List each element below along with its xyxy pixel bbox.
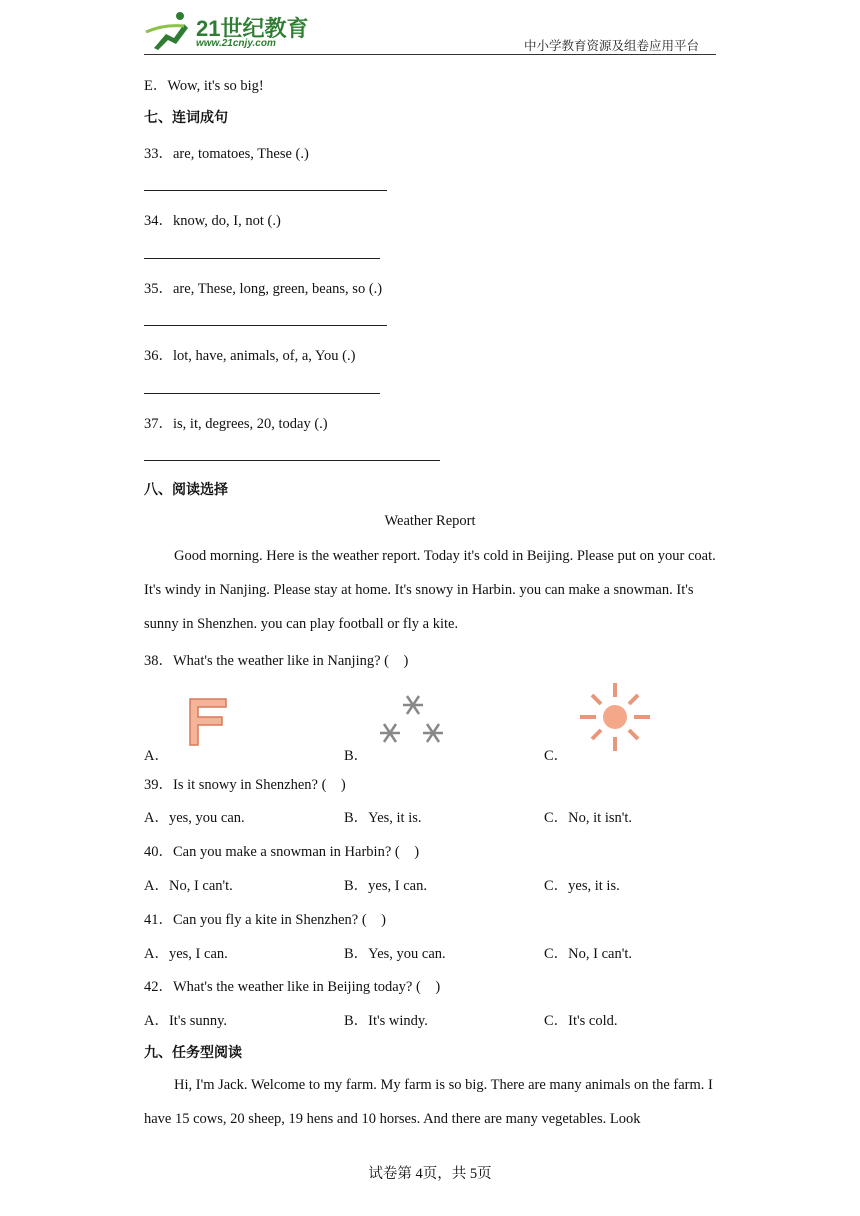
q42-option-b[interactable]: B．It's windy.	[344, 1013, 428, 1029]
question-41: 41．Can you fly a kite in Shenzhen? ( )	[144, 912, 387, 928]
site-logo	[144, 8, 324, 52]
option-e: E．Wow, it's so big!	[144, 78, 264, 94]
q38-option-c-label: C．	[544, 748, 569, 764]
q41-option-c[interactable]: C．No, I can't.	[544, 946, 632, 962]
passage-title: Weather Report	[384, 513, 476, 529]
q38-option-b-label: B．	[344, 748, 369, 764]
q40-option-c[interactable]: C．yes, it is.	[544, 878, 620, 894]
logo-text: 21世纪教育	[196, 16, 309, 41]
q40-option-a[interactable]: A．No, I can't.	[144, 878, 233, 894]
farm-passage: Hi, I'm Jack. Welcome to my farm. My farm is so big. There are many animals on the farm. I have 15 cows, 20 sheep, 19 hens and 10 horses. And there are many vegetables. Look	[144, 1077, 713, 1127]
q39-option-b[interactable]: B．Yes, it is.	[344, 810, 422, 826]
question-34: 34．know, do, I, not (.)	[144, 213, 281, 229]
q41-option-b[interactable]: B．Yes, you can.	[344, 946, 446, 962]
question-40: 40．Can you make a snowman in Harbin? ( )	[144, 844, 420, 860]
question-37: 37．is, it, degrees, 20, today (.)	[144, 416, 328, 432]
windy-icon	[188, 697, 228, 747]
question-33: 33．are, tomatoes, These (.)	[144, 146, 309, 162]
q42-option-a[interactable]: A．It's sunny.	[144, 1013, 228, 1029]
section-9-title: 九、任务型阅读	[144, 1045, 242, 1061]
question-42: 42．What's the weather like in Beijing today? ( )	[144, 979, 441, 995]
platform-name: 中小学教育资源及组卷应用平台	[524, 38, 700, 53]
runner-logo-icon	[144, 10, 194, 50]
weather-passage: Good morning. Here is the weather report. Today it's cold in Beijing. Please put on your coat. It's windy in Nanjing. Please stay at home. It's snowy in Harbin. you can make a snowman. It's sunny in Shenzhen. you can play football or fly a kite.	[144, 548, 716, 632]
answer-line-33[interactable]	[144, 190, 387, 191]
question-39: 39．Is it snowy in Shenzhen? ( )	[144, 777, 346, 793]
page-footer: 试卷第 4页，共 5页	[368, 1166, 492, 1182]
section-7-title: 七、连词成句	[144, 110, 228, 126]
question-35: 35．are, These, long, green, beans, so (.)	[144, 281, 383, 297]
q41-option-a[interactable]: A．yes, I can.	[144, 946, 228, 962]
snowy-icon	[376, 691, 450, 749]
question-36: 36．lot, have, animals, of, a, You (.)	[144, 348, 356, 364]
answer-line-35[interactable]	[144, 325, 387, 326]
q42-option-c[interactable]: C．It's cold.	[544, 1013, 618, 1029]
sunny-icon	[578, 681, 652, 753]
q40-option-b[interactable]: B．yes, I can.	[344, 878, 427, 894]
q38-option-a-label: A．	[144, 748, 169, 764]
answer-line-37[interactable]	[144, 460, 440, 461]
logo-url: www.21cnjy.com	[196, 38, 276, 49]
answer-line-36[interactable]	[144, 393, 380, 394]
q39-option-c[interactable]: C．No, it isn't.	[544, 810, 633, 826]
q39-option-a[interactable]: A．yes, you can.	[144, 810, 245, 826]
section-8-title: 八、阅读选择	[144, 482, 228, 498]
header-divider	[144, 54, 716, 55]
answer-line-34[interactable]	[144, 258, 380, 259]
question-38: 38．What's the weather like in Nanjing? ( )	[144, 653, 409, 669]
